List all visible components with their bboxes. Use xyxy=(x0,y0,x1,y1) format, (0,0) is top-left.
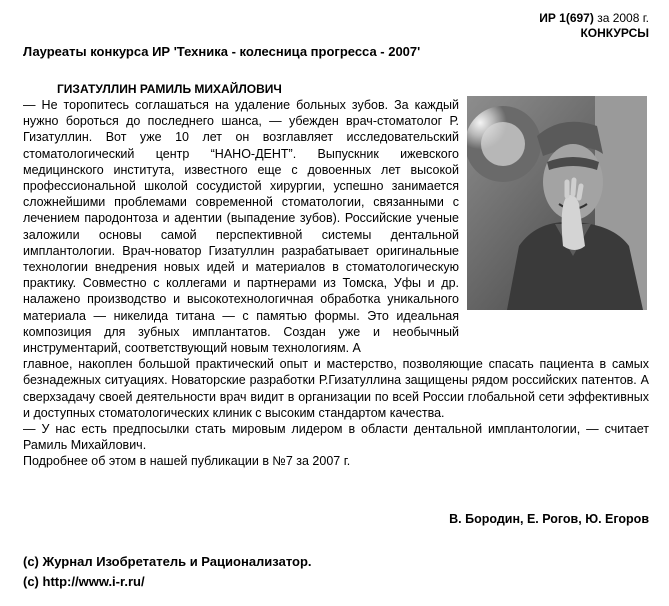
issue-header xyxy=(539,11,649,41)
copyright-url[interactable]: (с) http://www.i-r.ru/ xyxy=(23,574,145,589)
paragraph-2: главное, накоплен большой практический опыт и мастерство, позволяющие спасать пациента в самых безнадежных ситуациях. Новаторские разработки Р.Гизатуллина защищены рядом российских патентов. А сверхзадачу своей деятельности врач видит в организации по всей России глобальной сети эффективных и доступных стоматологических клиник с высоким стандартом качества. xyxy=(23,357,649,420)
paragraph-4: Подробнее об этом в нашей публикации в №7 за 2007 г. xyxy=(23,454,351,469)
paragraph-1: — Не торопитесь соглашаться на удаление больных зубов. За каждый нужно бороться до последнего шанса, — убежден врач-стоматолог Р. Гизатуллин. Вот уже 10 лет он возглавляет исследовательский стоматологический центр “НАНО-ДЕНТ”. Выпускник ижевского медицинского института, известного еще с довоенных лет высокой профессиональной школой сосудистой хирургии, успешно занимается сложнейшими проблемами современной стоматологии, связанными с лечением пародонтоза и адентии (выпадение зубов). Российские ученые заложили основы самой перспективной системы дентальной имплантологии. Врач-новатор Гизатуллин разрабатывает оригинальные технологии внедрения новых идей и материалов в стоматологическую практику. Совместно с коллегами и партнерами из Томска, Уфы и др. налажено производство и высокотехнологичная обработка уникального материала — никелида титана — с памятью формы. Это идеальная композиция для зубных имплантатов. Создан уже и необычный инструментарий, соответствующий новым технологиям. А xyxy=(23,98,459,356)
author-name: ГИЗАТУЛЛИН РАМИЛЬ МИХАЙЛОВИЧ xyxy=(57,82,282,96)
section-label: КОНКУРСЫ xyxy=(580,26,649,40)
copyright-footer xyxy=(23,552,312,592)
article-body xyxy=(23,97,649,470)
article-title: Лауреаты конкурса ИР 'Техника - колесница прогресса - 2007' xyxy=(23,44,421,59)
paragraph-3: — У нас есть предпосылки стать мировым лидером в области дентальной имплантологии, — считает Рамиль Михайлович. xyxy=(23,422,649,453)
signature: В. Бородин, Е. Рогов, Ю. Егоров xyxy=(449,512,649,526)
issue-number: ИР 1(697) за 2008 г. xyxy=(539,11,649,25)
copyright-journal: (с) Журнал Изобретатель и Рационализатор. xyxy=(23,554,312,569)
